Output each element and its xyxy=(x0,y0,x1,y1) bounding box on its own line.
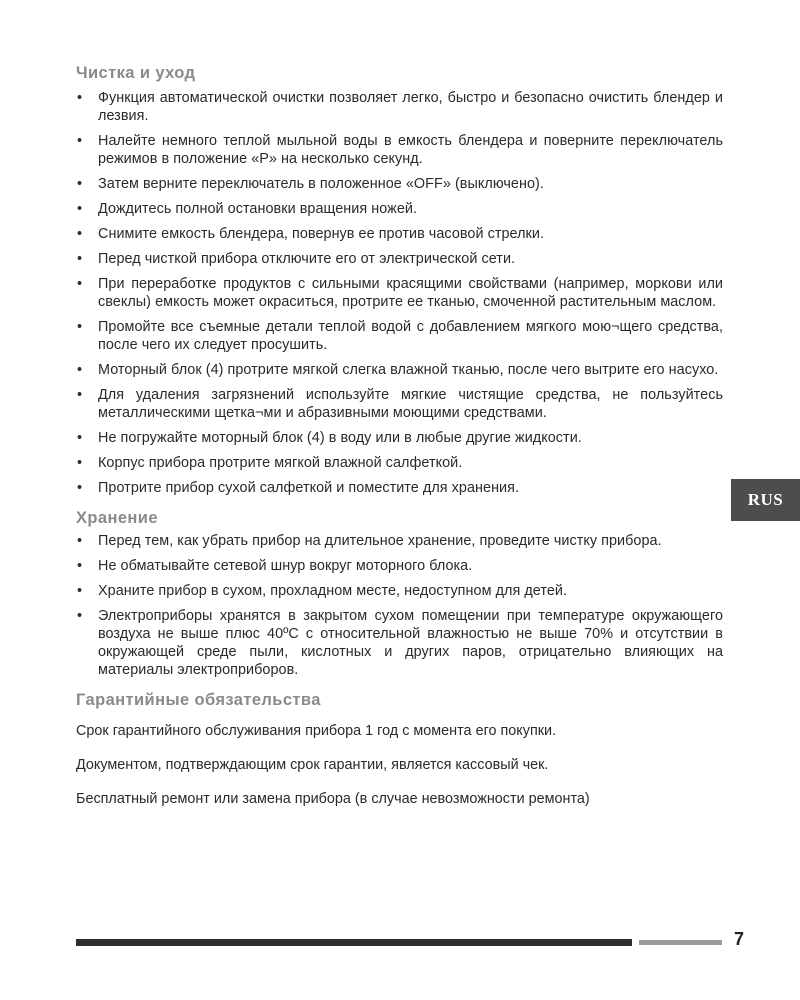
paragraph: Документом, подтверждающим срок гарантии, является кассовый чек. xyxy=(76,757,549,773)
footer-rule-dark xyxy=(76,939,632,946)
list-item: • Для удаления загрязнений используйте мягкие чистящие средства, не пользуйтесь металлическими щетка¬ми и абразивными моющими средствами. xyxy=(76,386,723,422)
list-item: • Электроприборы хранятся в закрытом сухом помещении при температуре окружающего воздуха не выше плюс 40ºС с относительной влажностью не выше 70% и отсутствии в окружающей среде пыли, кислотных и других паров, отрицательно влияющих на материалы электроприборов. xyxy=(76,607,723,679)
list-item: • Не погружайте моторный блок (4) в воду или в любые другие жидкости. xyxy=(76,429,723,447)
list-item: • При переработке продуктов с сильными красящими свойствами (например, моркови или свеклы) емкость может окраситься, протрите ее тканью, смоченной растительным маслом. xyxy=(76,275,723,311)
list-item: • Дождитесь полной остановки вращения ножей. xyxy=(76,200,723,218)
care-list xyxy=(76,89,723,497)
document-body xyxy=(76,62,723,824)
list-item: • Снимите емкость блендера, повернув ее против часовой стрелки. xyxy=(76,225,723,243)
language-tab: RUS xyxy=(731,479,800,521)
list-item: • Налейте немного теплой мыльной воды в емкость блендера и поверните переключатель режимов в положение «P» на несколько секунд. xyxy=(76,132,723,168)
list-item: • Не обматывайте сетевой шнур вокруг моторного блока. xyxy=(76,557,723,575)
section-title-warranty: Гарантийные обязательства xyxy=(76,691,321,709)
paragraph: Срок гарантийного обслуживания прибора 1 год с момента его покупки. xyxy=(76,723,557,739)
list-item: • Промойте все съемные детали теплой водой с добавлением мягкого мою¬щего средства, после чего их следует просушить. xyxy=(76,318,723,354)
list-item: • Перед чисткой прибора отключите его от электрической сети. xyxy=(76,250,723,268)
list-item: • Функция автоматической очистки позволяет легко, быстро и безопасно очистить блендер и лезвия. xyxy=(76,89,723,125)
list-item: • Храните прибор в сухом, прохладном месте, недоступном для детей. xyxy=(76,582,723,600)
list-item: • Перед тем, как убрать прибор на длительное хранение, проведите чистку прибора. xyxy=(76,532,723,550)
section-warranty xyxy=(76,689,723,808)
section-care xyxy=(76,62,723,497)
storage-list xyxy=(76,532,723,679)
list-item: • Протрите прибор сухой салфеткой и поместите для хранения. xyxy=(76,479,723,497)
list-item: • Затем верните переключатель в положенное «OFF» (выключено). xyxy=(76,175,723,193)
section-title-care: Чистка и уход xyxy=(76,64,196,82)
section-title-storage: Хранение xyxy=(76,509,158,527)
section-storage xyxy=(76,507,723,679)
list-item: • Моторный блок (4) протрите мягкой слегка влажной тканью, после чего вытрите его насухо. xyxy=(76,361,723,379)
page-number: 7 xyxy=(734,929,745,949)
list-item: • Корпус прибора протрите мягкой влажной салфеткой. xyxy=(76,454,723,472)
paragraph: Бесплатный ремонт или замена прибора (в случае невозможности ремонта) xyxy=(76,791,590,807)
footer-rule-light xyxy=(639,940,722,945)
